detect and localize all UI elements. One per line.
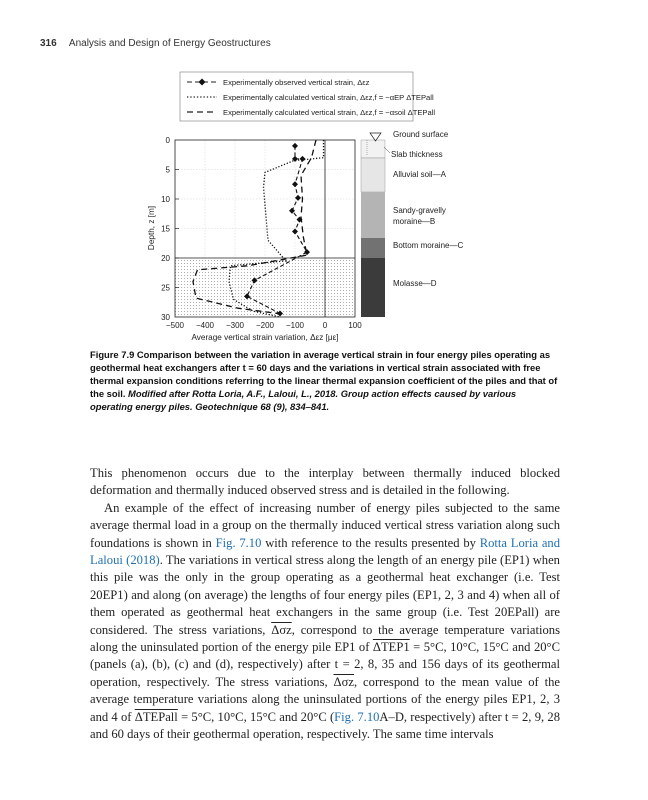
observed-point-3 [292, 181, 298, 187]
x-tick-neg100: −100 [285, 321, 305, 330]
annot-alluvial: Alluvial soil—A [393, 170, 446, 179]
observed-point-8 [304, 249, 310, 255]
fig-7-10-link-2[interactable]: Fig. 7.10 [334, 709, 380, 724]
x-tick-neg400: −400 [195, 321, 215, 330]
p2-text-a: An example of the effect of increasing number of energy piles subjected to the same average thermal load in a group on the thermally induced vertical stress variation along such foundations is shown in [90, 500, 560, 550]
y-tick-20: 20 [161, 254, 170, 263]
annot-bottom-moraine: Bottom moraine—C [393, 241, 464, 250]
x-tick-labels [166, 321, 362, 330]
legend-label-observed: Experimentally observed vertical strain, Δεz [223, 78, 370, 87]
caption-text: Comparison between the variation in average vertical strain in four energy piles operating as geothermal heat exchangers after t = 60 days and the variations in vertical strain associated with free thermal expansion conditions referring to the linear thermal expansion coefficient of the piles and that of the soil. [90, 349, 558, 399]
x-tick-100: 100 [348, 321, 362, 330]
observed-point-7 [292, 228, 298, 234]
annot-sandy: Sandy-gravelly [393, 206, 446, 215]
fig-7-10-link[interactable]: Fig. 7.10 [215, 535, 262, 550]
page-header [40, 38, 271, 49]
soil-layer-c [361, 238, 385, 258]
sym-dT-EP1: ΔTEP1 [372, 640, 410, 655]
y-tick-25: 25 [161, 283, 170, 293]
p2-text-c: . The variations in vertical stress along the length of an energy pile (EP1) when this pile was the only in the group operating as a geothermal heat exchanger (i.e. Test 20EP1) and along (on average) the lengths of four energy piles (EP1, 2, 3 and 4) when all of them operated as geothermal heat exchangers in the same group (i.e. Test 20EPall) are considered. The stress variations, [90, 553, 560, 637]
y-tick-30: 30 [161, 313, 170, 322]
legend-label-calc-soil: Experimentally calculated vertical strain, Δεz,f = −αsoil ΔTEPall [223, 108, 436, 117]
sym-dT-EPall: ΔTEPall [134, 709, 178, 724]
annot-ground-surface: Ground surface [393, 130, 449, 139]
sym-dsigma-2: $\overline{\Delta\sigma z}$ [333, 674, 355, 689]
x-tick-neg200: −200 [255, 321, 275, 330]
y-tick-5: 5 [165, 165, 170, 175]
paragraph-2 [90, 500, 560, 744]
soil-layer-a [361, 158, 385, 192]
caption-source: Modified after Rotta Loria, A.F., Laloui, L., 2018. Group action effects caused by various operating energy piles. Geotechnique 68 (9), 834–841. [90, 388, 517, 412]
annot-molasse: Molasse—D [393, 279, 437, 288]
page-number: 316 [40, 38, 57, 49]
legend-label-calc-ep: Experimentally calculated vertical strain, Δεz,f = −αEP ΔTEPall [223, 93, 434, 102]
y-tick-labels [161, 136, 170, 322]
p2-text-d: , correspond to the average temperature variations along the uninsulated portion of the energy pile EP1 of [90, 622, 560, 655]
strain-depth-figure [135, 70, 535, 360]
soil-column [361, 140, 385, 317]
sym-dsigma-1: $\overline{\Delta\sigma z}$ [271, 622, 292, 637]
x-tick-neg500: −500 [165, 321, 185, 330]
y-axis-label: Depth, z [m] [147, 205, 156, 251]
soil-layer-slab [361, 140, 385, 158]
paragraph-1: This phenomenon occurs due to the interplay between thermally induced blocked deformation and thermally induced observed stress and is detailed in the following. [90, 466, 560, 498]
rotta-loria-ref-link[interactable]: Rotta Loria and Laloui (2018) [90, 535, 560, 568]
p2-text-f: , correspond to the mean value of the average temperature variations along the uninsulated portions of the energy piles EP1, 2, 3 and 4 of [90, 674, 560, 724]
figure-caption [90, 348, 560, 413]
soil-layer-d [361, 258, 385, 317]
annot-moraine-b: moraine—B [393, 217, 436, 226]
p2-text-b: with reference to the results presented by [265, 535, 476, 550]
body-text [90, 465, 560, 744]
y-tick-10: 10 [161, 195, 170, 204]
caption-label: Figure 7.9 [90, 349, 135, 360]
observed-point-4 [295, 195, 301, 201]
soil-layer-b [361, 192, 385, 238]
x-tick-0: 0 [322, 321, 328, 330]
p2-text-h: A–D, respectively) after t = 2, 9, 28 and 60 days of their geothermal operation, respectively. The same time intervals [90, 709, 560, 742]
observed-point-0 [292, 143, 298, 149]
running-title: Analysis and Design of Energy Geostructures [68, 38, 271, 49]
y-tick-15: 15 [161, 224, 170, 234]
p2-text-g: = 5°C, 10°C, 15°C and 20°C ( [181, 709, 335, 724]
legend-entry-calc-ep [187, 93, 434, 102]
annot-slab-thickness: Slab thickness [391, 150, 443, 159]
p2-text-e: = 5°C, 10°C, 15°C and 20°C (panels (a), (b), (c) and (d), respectively) after t = 2, 8, 35 and 156 days of its geothermal operation, respectively. The stress variations, [90, 640, 560, 689]
x-axis-label: Average vertical strain variation, Δεz [με] [191, 333, 339, 342]
x-tick-neg300: −300 [225, 321, 245, 330]
observed-point-2 [300, 156, 306, 162]
y-tick-0: 0 [165, 136, 170, 145]
legend-entry-calc-soil [187, 108, 435, 117]
